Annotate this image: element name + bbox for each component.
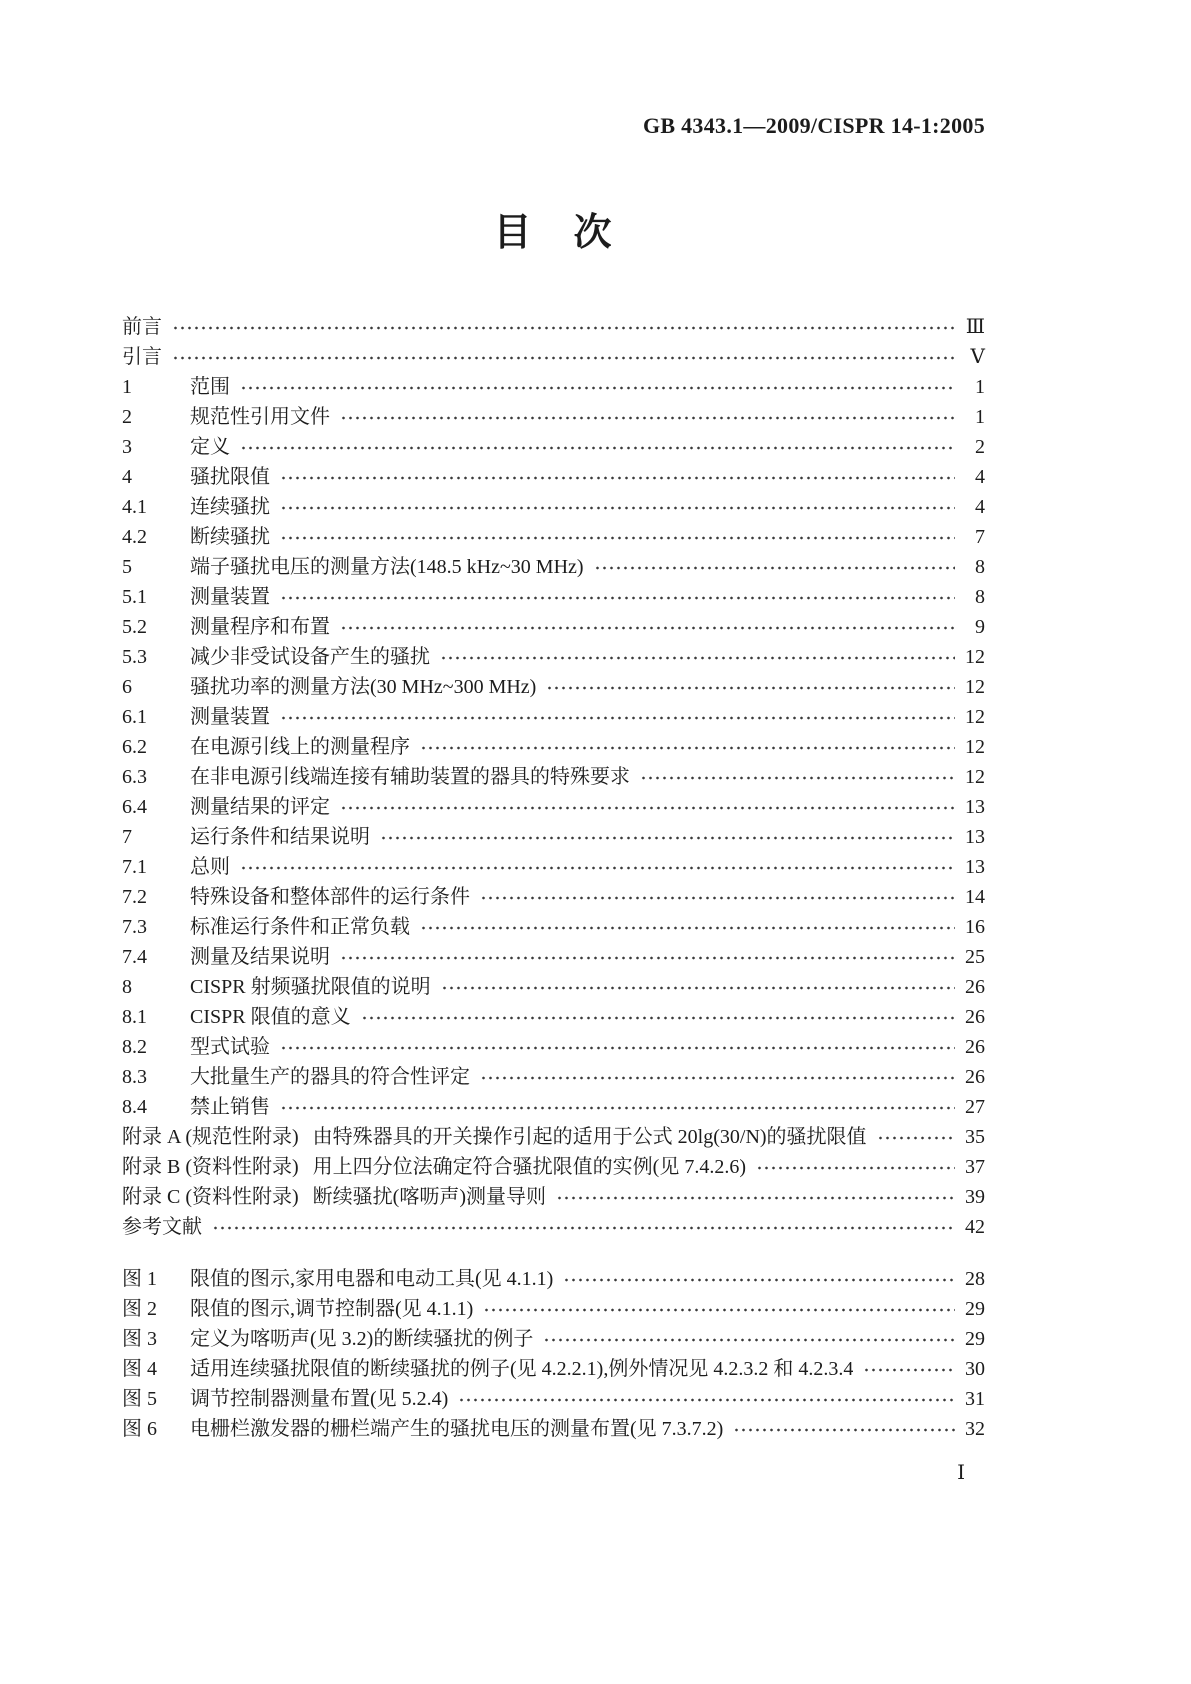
footer-page-number: Ⅰ	[957, 1462, 965, 1484]
toc-entry	[122, 1002, 985, 1032]
figure-entry-number: 图 5	[122, 1388, 157, 1410]
toc-entry-number: 附录 A (规范性附录)	[122, 1126, 299, 1148]
toc-entry-number: 8.4	[122, 1096, 147, 1118]
toc-entry-number: 7.4	[122, 946, 147, 968]
figure-entry-label: 调节控制器测量布置(见 5.2.4)	[190, 1388, 449, 1410]
toc-entry-page: 35	[965, 1126, 985, 1148]
figure-entry-number: 图 6	[122, 1418, 157, 1440]
toc-entry-number: 7.3	[122, 916, 147, 938]
toc-entry-page: 26	[965, 1066, 985, 1088]
toc-entry-page: 4	[975, 466, 985, 488]
toc-entry-number: 8	[122, 976, 132, 998]
leader-dots	[754, 1152, 955, 1182]
leader-dots	[439, 972, 955, 1002]
toc-entry-page: 39	[965, 1186, 985, 1208]
toc-entry-page: 2	[975, 436, 985, 458]
figure-entry-page: 31	[965, 1388, 985, 1410]
figure-entry-page: 32	[965, 1418, 985, 1440]
toc-entry-label: 端子骚扰电压的测量方法(148.5 kHz~30 MHz)	[190, 556, 584, 578]
toc-entry-page: 12	[965, 736, 985, 758]
figure-entry	[122, 1264, 985, 1294]
toc-entry-number: 7.2	[122, 886, 147, 908]
toc-entry-label: 测量装置	[190, 586, 270, 608]
leader-dots	[338, 402, 955, 432]
leader-dots	[875, 1122, 955, 1152]
toc-entry-page: 26	[965, 976, 985, 998]
figure-entry-label: 限值的图示,家用电器和电动工具(见 4.1.1)	[190, 1268, 554, 1290]
toc-entry-label: 测量程序和布置	[190, 616, 330, 638]
toc-entry-label: 大批量生产的器具的符合性评定	[190, 1066, 470, 1088]
toc-entry-label: 总则	[190, 856, 230, 878]
toc-entry	[122, 642, 985, 672]
toc-entry-page: 37	[965, 1156, 985, 1178]
toc-entry-page: 4	[975, 496, 985, 518]
page-title: 目 次	[493, 212, 614, 254]
figure-entry	[122, 1354, 985, 1384]
leader-dots	[561, 1264, 955, 1294]
figure-entry-label: 限值的图示,调节控制器(见 4.1.1)	[190, 1298, 474, 1320]
toc-entry-label: CISPR 限值的意义	[190, 1006, 351, 1028]
figure-entry-label: 适用连续骚扰限值的断续骚扰的例子(见 4.2.2.1),例外情况见 4.2.3.2 和 4.2.3.4	[190, 1358, 854, 1380]
toc-entry	[122, 1032, 985, 1062]
leader-dots	[378, 822, 955, 852]
leader-dots	[278, 702, 955, 732]
toc-entry-label: 骚扰限值	[190, 466, 270, 488]
leader-dots	[278, 1092, 955, 1122]
toc-entry-page: 8	[975, 556, 985, 578]
toc-entry-number: 8.1	[122, 1006, 147, 1028]
leader-dots	[278, 462, 955, 492]
toc-entry-label: 范围	[190, 376, 230, 398]
toc-entry	[122, 972, 985, 1002]
toc-entry-label: 用上四分位法确定符合骚扰限值的实例(见 7.4.2.6)	[312, 1156, 746, 1178]
toc-entry-label: 测量装置	[190, 706, 270, 728]
toc-entry-number: 5.1	[122, 586, 147, 608]
toc-entry	[122, 912, 985, 942]
toc-entry-label: 在非电源引线端连接有辅助装置的器具的特殊要求	[190, 766, 630, 788]
figure-entry-label: 定义为喀呖声(见 3.2)的断续骚扰的例子	[190, 1328, 534, 1350]
toc-entry-label: 标准运行条件和正常负载	[190, 916, 410, 938]
leader-dots	[238, 372, 955, 402]
toc-entry	[122, 492, 985, 522]
figure-entry	[122, 1384, 985, 1414]
toc-entry-number: 8.3	[122, 1066, 147, 1088]
toc-entry-label: 断续骚扰	[190, 526, 270, 548]
toc-entry-page: 26	[965, 1036, 985, 1058]
figure-entry-page: 30	[965, 1358, 985, 1380]
toc-entry-page: 9	[975, 616, 985, 638]
leader-dots	[861, 1354, 955, 1384]
leader-dots	[170, 342, 955, 372]
toc-entry-page: Ⅲ	[965, 316, 985, 338]
toc-entry-page: 13	[965, 796, 985, 818]
leader-dots	[278, 492, 955, 522]
figure-entry-label: 电栅栏激发器的栅栏端产生的骚扰电压的测量布置(见 7.3.7.2)	[190, 1418, 724, 1440]
toc-entry-page: Ⅴ	[970, 346, 985, 368]
leader-dots	[278, 582, 955, 612]
toc-entry	[122, 432, 985, 462]
toc-entry-page: 7	[975, 526, 985, 548]
figure-entry-number: 图 3	[122, 1328, 157, 1350]
toc-entry	[122, 1182, 985, 1212]
toc-entry-label: 运行条件和结果说明	[190, 826, 370, 848]
figure-entry	[122, 1324, 985, 1354]
toc-entry-label: 断续骚扰(喀呖声)测量导则	[312, 1186, 546, 1208]
toc-entry-number: 附录 B (资料性附录)	[122, 1156, 299, 1178]
toc-entry-number: 7	[122, 826, 132, 848]
leader-dots	[238, 432, 955, 462]
leader-dots	[338, 612, 955, 642]
leader-dots	[478, 882, 955, 912]
toc-entry	[122, 942, 985, 972]
figure-entry-page: 29	[965, 1298, 985, 1320]
toc-entry-page: 12	[965, 766, 985, 788]
toc-entry-number: 5.2	[122, 616, 147, 638]
leader-dots	[238, 852, 955, 882]
toc-entry	[122, 1212, 985, 1242]
toc-entry-page: 8	[975, 586, 985, 608]
leader-dots	[278, 1032, 955, 1062]
toc-entry	[122, 1122, 985, 1152]
toc-entry-label: 型式试验	[190, 1036, 270, 1058]
toc-entry	[122, 822, 985, 852]
toc-entry	[122, 1062, 985, 1092]
toc-entry-label: 前言	[122, 316, 162, 338]
leader-dots	[418, 732, 955, 762]
toc-entry-page: 25	[965, 946, 985, 968]
toc-entry-number: 5.3	[122, 646, 147, 668]
toc-entry	[122, 582, 985, 612]
toc-entry-number: 1	[122, 376, 132, 398]
toc-entry	[122, 732, 985, 762]
toc-entry-page: 14	[965, 886, 985, 908]
leader-dots	[359, 1002, 955, 1032]
toc-entry	[122, 462, 985, 492]
toc-entry	[122, 342, 985, 372]
toc-entry-label: 减少非受试设备产生的骚扰	[190, 646, 430, 668]
leader-dots	[544, 672, 955, 702]
toc-entry	[122, 852, 985, 882]
toc-entry-label: 定义	[190, 436, 230, 458]
toc-entry-page: 12	[965, 706, 985, 728]
figure-entry-number: 图 4	[122, 1358, 157, 1380]
toc-entry	[122, 702, 985, 732]
toc-entry-number: 2	[122, 406, 132, 428]
toc-entry-number: 5	[122, 556, 132, 578]
toc-entry-label: 引言	[122, 346, 162, 368]
leader-dots	[170, 312, 955, 342]
leader-dots	[638, 762, 955, 792]
leader-dots	[338, 792, 955, 822]
toc-entry-label: CISPR 射频骚扰限值的说明	[190, 976, 431, 998]
toc-entry	[122, 1092, 985, 1122]
toc-entry-page: 1	[975, 406, 985, 428]
leader-dots	[731, 1414, 955, 1444]
toc-entry-label: 规范性引用文件	[190, 406, 330, 428]
toc-entry-page: 12	[965, 646, 985, 668]
toc-entry	[122, 372, 985, 402]
toc-entry	[122, 612, 985, 642]
toc-entry-number: 3	[122, 436, 132, 458]
figure-entry-page: 29	[965, 1328, 985, 1350]
toc-entry-page: 16	[965, 916, 985, 938]
toc-entry	[122, 882, 985, 912]
leader-dots	[338, 942, 955, 972]
toc-entry-label: 参考文献	[122, 1216, 202, 1238]
leader-dots	[541, 1324, 955, 1354]
toc-entry-page: 42	[965, 1216, 985, 1238]
toc-entry-page: 26	[965, 1006, 985, 1028]
toc-entry	[122, 762, 985, 792]
toc-entry	[122, 1152, 985, 1182]
toc-entry-number: 7.1	[122, 856, 147, 878]
toc-entry-page: 12	[965, 676, 985, 698]
toc-entry-label: 骚扰功率的测量方法(30 MHz~300 MHz)	[190, 676, 537, 698]
toc-entry	[122, 792, 985, 822]
toc-entry-label: 测量结果的评定	[190, 796, 330, 818]
toc-entry	[122, 672, 985, 702]
leader-dots	[456, 1384, 955, 1414]
leader-dots	[554, 1182, 955, 1212]
leader-dots	[481, 1294, 955, 1324]
toc-entry-label: 由特殊器具的开关操作引起的适用于公式 20lg(30/N)的骚扰限值	[312, 1126, 867, 1148]
toc-entry-number: 8.2	[122, 1036, 147, 1058]
toc-entry-number: 6	[122, 676, 132, 698]
toc-entry-label: 禁止销售	[190, 1096, 270, 1118]
figure-entry-page: 28	[965, 1268, 985, 1290]
leader-dots	[592, 552, 955, 582]
figure-entry	[122, 1414, 985, 1444]
leader-dots	[438, 642, 955, 672]
toc-entry	[122, 312, 985, 342]
toc-entry	[122, 402, 985, 432]
toc-entry-number: 4	[122, 466, 132, 488]
leader-dots	[278, 522, 955, 552]
toc-entry-label: 特殊设备和整体部件的运行条件	[190, 886, 470, 908]
toc-list	[122, 312, 985, 1242]
toc-entry-page: 13	[965, 826, 985, 848]
toc-entry-page: 1	[975, 376, 985, 398]
toc-entry-label: 连续骚扰	[190, 496, 270, 518]
toc-entry	[122, 552, 985, 582]
doc-number: GB 4343.1—2009/CISPR 14-1:2005	[642, 113, 985, 138]
toc-entry-page: 13	[965, 856, 985, 878]
figure-list	[122, 1264, 985, 1444]
leader-dots	[478, 1062, 955, 1092]
toc-entry-number: 6.3	[122, 766, 147, 788]
figure-entry-number: 图 2	[122, 1298, 157, 1320]
leader-dots	[418, 912, 955, 942]
figure-entry-number: 图 1	[122, 1268, 157, 1290]
toc-entry-page: 27	[965, 1096, 985, 1118]
toc-entry-label: 测量及结果说明	[190, 946, 330, 968]
leader-dots	[210, 1212, 955, 1242]
toc-entry-label: 在电源引线上的测量程序	[190, 736, 410, 758]
toc-entry-number: 4.2	[122, 526, 147, 548]
toc-entry-number: 4.1	[122, 496, 147, 518]
toc-entry-number: 6.4	[122, 796, 147, 818]
toc-entry-number: 6.2	[122, 736, 147, 758]
toc-entry-number: 6.1	[122, 706, 147, 728]
toc-entry	[122, 522, 985, 552]
figure-entry	[122, 1294, 985, 1324]
toc-entry-number: 附录 C (资料性附录)	[122, 1186, 299, 1208]
